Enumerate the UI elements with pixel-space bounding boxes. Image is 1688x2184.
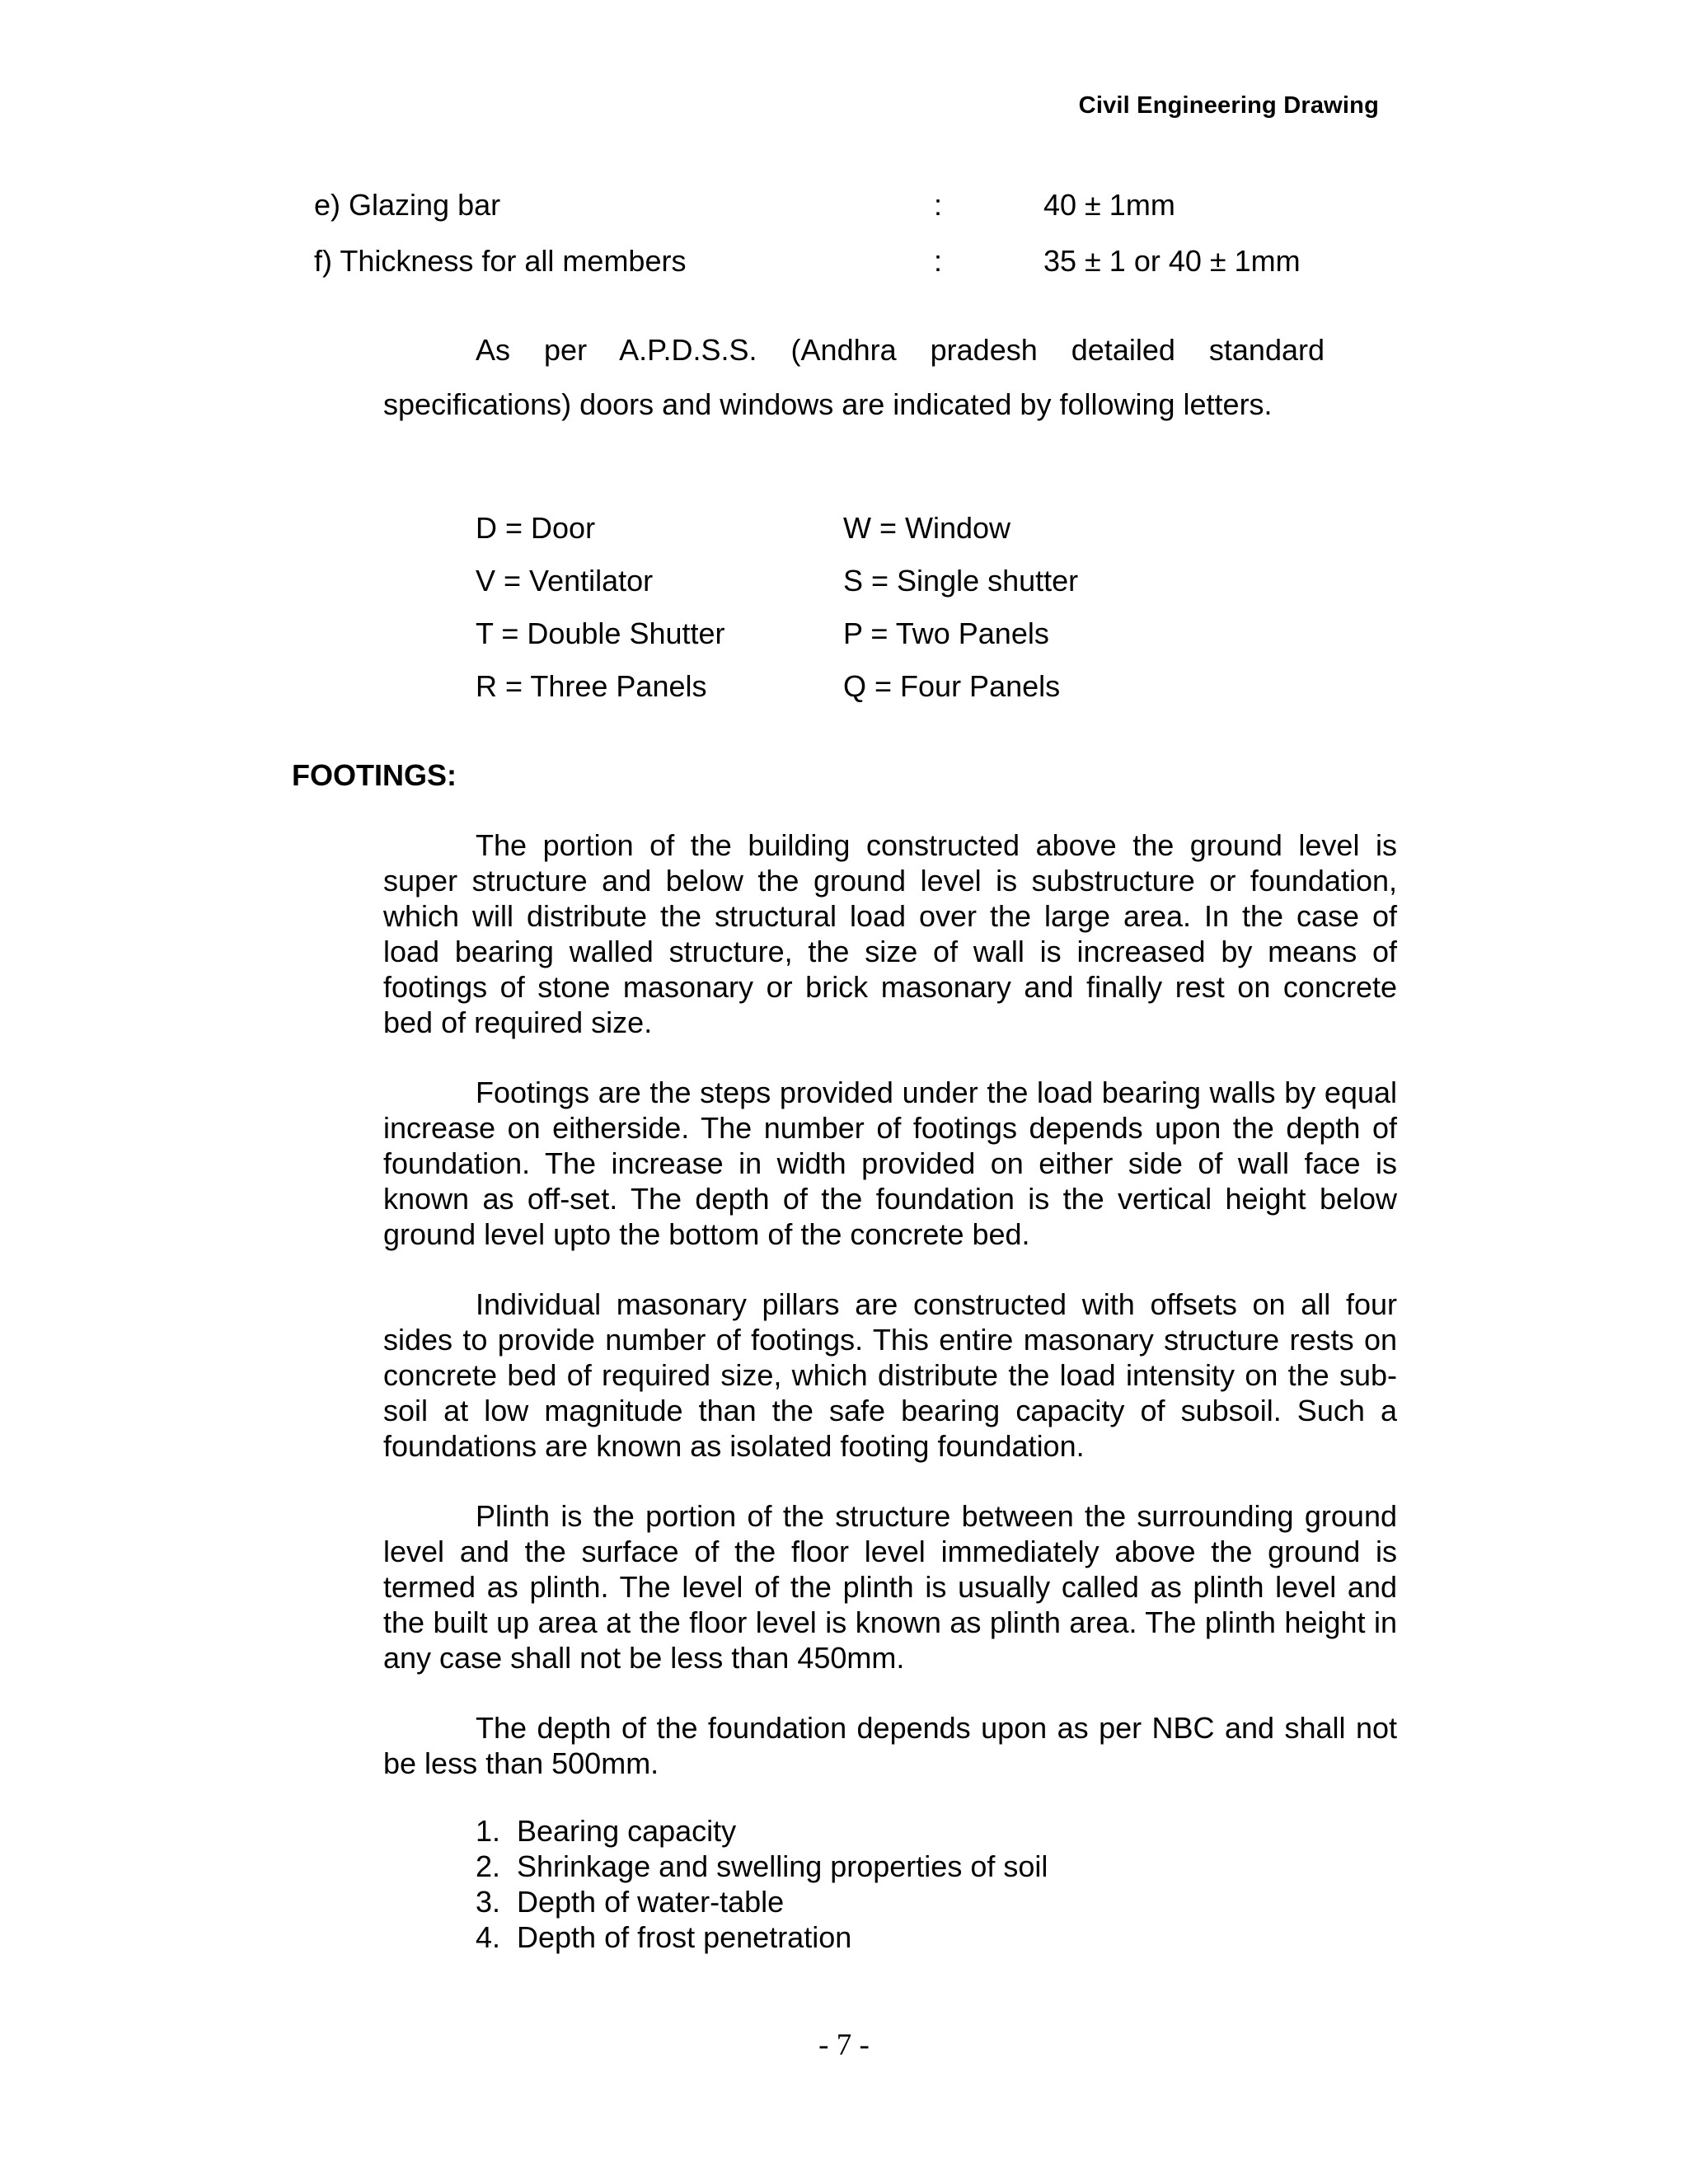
abbr-three-panels: R = Three Panels [476,669,707,703]
list-number: 1. [476,1814,501,1848]
spec-colon: : [934,244,943,278]
spec-label-thickness: f) Thickness for all members [314,244,687,278]
list-number: 4. [476,1920,501,1954]
running-header: Civil Engineering Drawing [1078,92,1379,119]
abbr-ventilator: V = Ventilator [476,564,654,598]
list-item-text: Depth of water-table [517,1885,785,1919]
spec-label-glazing-bar: e) Glazing bar [314,188,501,222]
paragraph-footings: Footings are the steps provided under the load bearing walls by equal increase on eitherside. The number of footings depends upon the depth of foundation. The increase in width provided on either side of wall face is known as off-set. The depth of the foundation is the vertical height below ground level upto the bottom of the concrete bed. [383,1076,1397,1251]
list-item-text: Shrinkage and swelling properties of soil [517,1849,1048,1883]
list-item-text: Bearing capacity [517,1814,737,1848]
abbr-double-shutter: T = Double Shutter [476,616,725,650]
paragraph-isolated-footing: Individual masonary pillars are constructed with offsets on all four sides to provide number of footings. This entire masonary structure rests on concrete bed of required size, which distribute the load intensity on the sub-soil at low magnitude than the safe bearing capacity of subsoil. Such a foundations are known as isolated footing foundation. [383,1287,1397,1463]
list-item [476,1849,1048,1884]
page-number: - 7 - [818,2028,870,2062]
paragraph-foundation-depth: The depth of the foundation depends upon as per NBC and shall not be less than 500mm. [383,1711,1397,1780]
paragraph-superstructure: The portion of the building constructed above the ground level is super structure and below the ground level is substructure or foundation, which will distribute the structural load over the large area. In the case of load bearing walled structure, the size of wall is increased by means of footings of stone masonary or brick masonary and finally rest on concrete bed of required size. [383,828,1397,1039]
section-heading: FOOTINGS: [292,758,457,792]
spec-value-thickness: 35 ± 1 or 40 ± 1mm [1043,244,1301,278]
intro-line-2: specifications) doors and windows are indicated by following letters. [383,387,1273,421]
abbr-two-panels: P = Two Panels [843,616,1049,650]
abbr-single-shutter: S = Single shutter [843,564,1079,598]
abbr-window: W = Window [843,511,1011,545]
abbr-four-panels: Q = Four Panels [843,669,1061,703]
abbr-door: D = Door [476,511,596,545]
list-item [476,1884,1048,1919]
list-item [476,1813,1048,1849]
spec-value-glazing-bar: 40 ± 1mm [1043,188,1175,222]
spec-colon: : [934,188,943,222]
paragraph-plinth: Plinth is the portion of the structure between the surrounding ground level and the surface of the floor level immediately above the ground is termed as plinth. The level of the plinth is usually called as plinth level and the built up area at the floor level is known as plinth area. The plinth height in any case shall not be less than 450mm. [383,1499,1397,1675]
list-number: 3. [476,1885,501,1919]
list-item-text: Depth of frost penetration [517,1920,852,1954]
foundation-factors-list [476,1813,1048,1955]
list-item [476,1919,1048,1955]
list-number: 2. [476,1849,501,1883]
intro-line-1: As per A.P.D.S.S. (Andhra pradesh detailed standard [476,333,1325,367]
